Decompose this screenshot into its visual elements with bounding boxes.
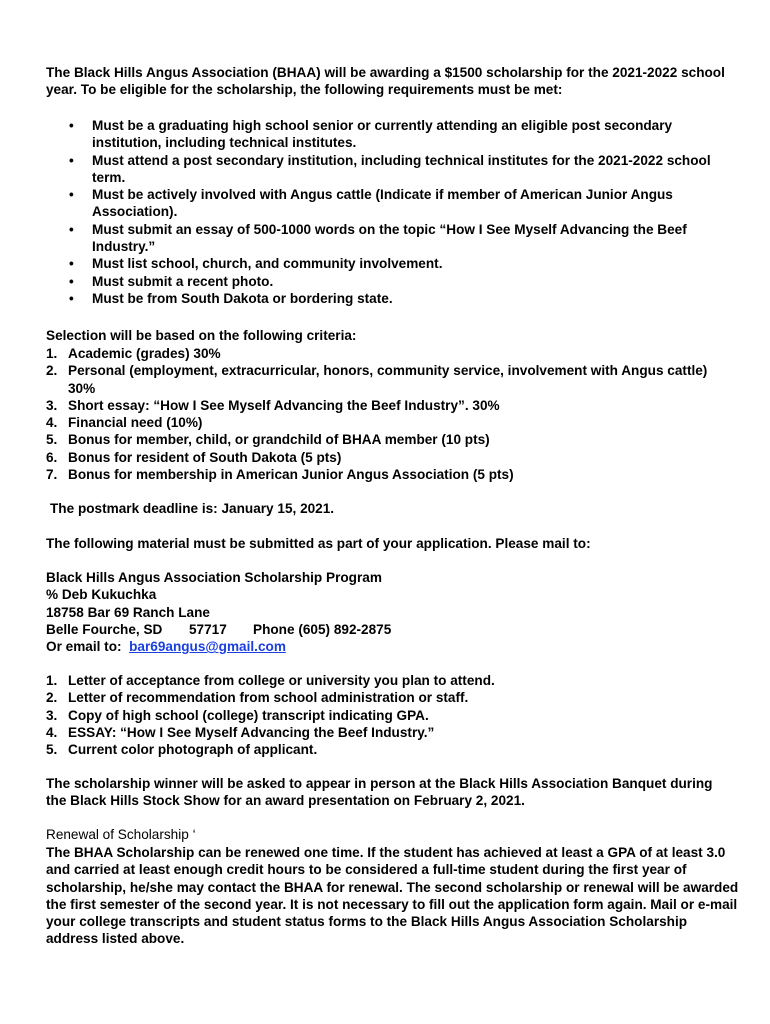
criteria-item: 2. Personal (employment, extracurricular, honors, community service, involvement with Angus cattle) 30% xyxy=(46,363,708,396)
bullet-icon: • xyxy=(69,118,74,133)
zip-code: 57717 xyxy=(189,621,227,637)
requirement-item: • Must submit a recent photo. xyxy=(69,273,274,289)
email-line xyxy=(46,638,736,655)
criteria-item: 7. Bonus for membership in American Junior Angus Association (5 pts) xyxy=(46,467,514,483)
street-address: 18758 Bar 69 Ranch Lane xyxy=(46,604,210,620)
requirement-item: • Must list school, church, and community involvement. xyxy=(69,256,443,272)
renewal-heading: Renewal of Scholarship ‘ xyxy=(46,827,196,842)
bullet-icon: • xyxy=(69,187,74,203)
material-item: 1. Letter of acceptance from college or university you plan to attend. xyxy=(46,673,495,688)
requirement-item: • Must be a graduating high school senior or currently attending an eligible post secondary institution, including technical institutes. xyxy=(69,118,673,151)
material-item: 5. Current color photograph of applicant. xyxy=(46,742,318,758)
criteria-heading: Selection will be based on the following criteria: xyxy=(46,328,357,343)
care-of: % Deb Kukuchka xyxy=(46,587,157,603)
bullet-icon: • xyxy=(69,152,74,168)
bullet-icon: • xyxy=(69,290,74,306)
materials-list xyxy=(46,672,736,758)
material-intro: The following material must be submitted as part of your application. Please mail to: xyxy=(46,536,591,551)
email-link[interactable]: bar69angus@gmail.com xyxy=(129,639,286,655)
city-state: Belle Fourche, SD xyxy=(46,621,163,637)
renewal-paragraph: The BHAA Scholarship can be renewed one time. If the student has achieved at least a GPA of at least 3.0 and carried at least enough credit hours to be considered a full-time student during the first year of scholarship, he/she may contact the BHAA for renewal. The second scholarship or renewal will be awarded the first semester of the second year. It is not necessary to fill out the application form again. Mail or e-mail your college transcripts and student status forms to the Black Hills Angus Association Scholarship address listed above. xyxy=(46,845,739,947)
criteria-item: 1. Academic (grades) 30% xyxy=(46,346,221,361)
material-item: 3. Copy of high school (college) transcript indicating GPA. xyxy=(46,707,429,723)
city-line xyxy=(46,621,736,638)
material-item: 2. Letter of recommendation from school administration or staff. xyxy=(46,690,469,706)
criteria-list xyxy=(46,345,736,483)
requirement-item: • Must submit an essay of 500-1000 words on the topic “How I See Myself Advancing the Beef Industry.” xyxy=(69,221,687,255)
program-name: Black Hills Angus Association Scholarship Program xyxy=(46,570,382,585)
material-item: 4. ESSAY: “How I See Myself Advancing the Beef Industry.” xyxy=(46,724,435,740)
phone-number: Phone (605) 892-2875 xyxy=(253,621,392,637)
intro-paragraph: The Black Hills Angus Association (BHAA) will be awarding a $1500 scholarship for the 2021-2022 school year. To be eligible for the scholarship, the following requirements must be met: xyxy=(46,65,725,98)
criteria-item: 5. Bonus for member, child, or grandchild of BHAA member (10 pts) xyxy=(46,432,490,448)
banquet-paragraph: The scholarship winner will be asked to appear in person at the Black Hills Association Banquet during the Black Hills Stock Show for an award presentation on February 2, 2021. xyxy=(46,776,713,809)
criteria-item: 3. Short essay: “How I See Myself Advancing the Beef Industry”. 30% xyxy=(46,397,500,413)
bullet-icon: • xyxy=(69,221,74,237)
mailing-address xyxy=(46,569,736,655)
requirement-item: • Must attend a post secondary institution, including technical institutes for the 2021-2022 school term. xyxy=(69,152,711,185)
bullet-icon: • xyxy=(69,273,74,289)
requirements-list xyxy=(46,117,736,307)
email-label: Or email to: xyxy=(46,639,122,655)
requirement-item: • Must be from South Dakota or bordering state. xyxy=(69,290,393,306)
bullet-icon: • xyxy=(69,256,74,272)
criteria-item: 6. Bonus for resident of South Dakota (5 pts) xyxy=(46,449,342,465)
criteria-item: 4. Financial need (10%) xyxy=(46,415,203,431)
requirement-item: • Must be actively involved with Angus cattle (Indicate if member of American Junior Angus Association). xyxy=(69,187,673,220)
deadline-text: The postmark deadline is: January 15, 2021. xyxy=(50,501,335,516)
